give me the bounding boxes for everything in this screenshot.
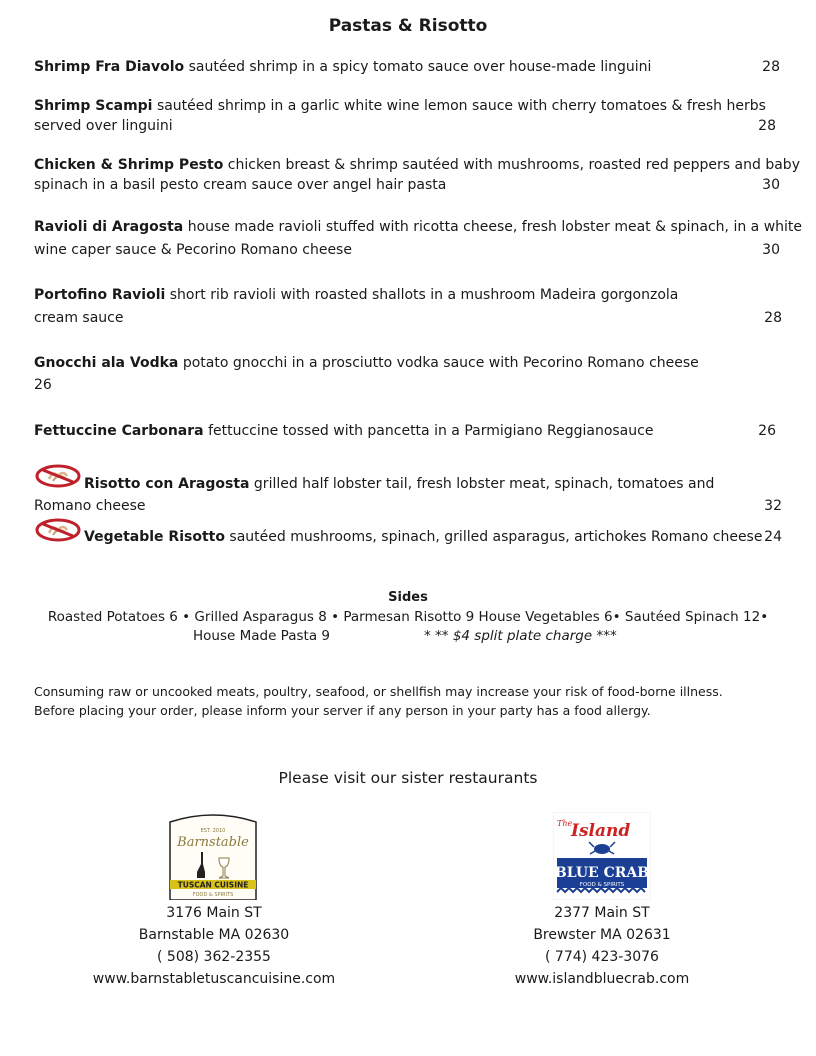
- logo-sub: FOOD & SPIRITS: [192, 892, 234, 898]
- item-name: Fettuccine Carbonara: [34, 423, 204, 439]
- item-name: Shrimp Scampi: [34, 98, 153, 114]
- item-name: Chicken & Shrimp Pesto: [34, 157, 224, 173]
- sides-list-continued: House Made Pasta 9: [193, 628, 330, 644]
- menu-item-fettuccine-carbonara: [34, 423, 653, 439]
- logo-band: TUSCAN CUISINE: [177, 880, 249, 890]
- item-price: 26: [758, 423, 776, 439]
- item-price: 32: [764, 498, 782, 514]
- website-link[interactable]: www.islandbluecrab.com: [514, 971, 690, 987]
- city: Barnstable MA 02630: [138, 927, 290, 943]
- phone: ( 508) 362-2355: [157, 949, 271, 965]
- menu-item-shrimp-scampi: [34, 98, 766, 114]
- item-price: 24: [764, 529, 782, 545]
- item-name: Shrimp Fra Diavolo: [34, 59, 185, 75]
- item-price: 30: [762, 242, 780, 258]
- item-price: 28: [758, 118, 776, 134]
- island-blue-crab-address: [452, 902, 752, 990]
- logo-script: Barnstable: [177, 835, 249, 850]
- item-price: 30: [762, 177, 780, 193]
- barnstable-tuscan-logo: [167, 814, 259, 900]
- menu-item-chicken-shrimp-pesto: [34, 157, 800, 173]
- menu-item-shrimp-fra-diavolo: [34, 59, 651, 75]
- allergy-disclaimer: Consuming raw or uncooked meats, poultry, seafood, or shellfish may increase your risk of food-borne illness.: [34, 684, 723, 699]
- item-name: Vegetable Risotto: [84, 529, 225, 545]
- item-description: short rib ravioli with roasted shallots in a mushroom Madeira gorgonzola: [169, 287, 679, 303]
- menu-item-gnocchi-ala-vodka: [34, 355, 699, 371]
- menu-item-ravioli-di-aragosta: [34, 219, 802, 235]
- item-price: 26: [34, 377, 52, 393]
- logo-the: The: [557, 819, 573, 828]
- island-blue-crab-logo: [553, 812, 651, 900]
- barnstable-address: [64, 902, 364, 990]
- city: Brewster MA 02631: [533, 927, 671, 943]
- logo-band: BLUE CRAB: [554, 865, 650, 881]
- item-description-continued: Romano cheese: [34, 498, 146, 514]
- page-title: Pastas & Risotto: [328, 16, 488, 36]
- menu-item-risotto-con-aragosta: [84, 476, 714, 492]
- sister-restaurants-heading: Please visit our sister restaurants: [278, 769, 538, 787]
- item-description-continued: spinach in a basil pesto cream sauce over angel hair pasta: [34, 177, 447, 193]
- sides-heading: Sides: [388, 590, 428, 605]
- item-name: Ravioli di Aragosta: [34, 219, 184, 235]
- item-description: chicken breast & shrimp sautéed with mushrooms, roasted red peppers and baby: [227, 157, 800, 173]
- item-description-continued: cream sauce: [34, 310, 124, 326]
- street: 3176 Main ST: [166, 905, 262, 921]
- logo-sub: FOOD & SPIRITS: [579, 882, 625, 888]
- item-name: Gnocchi ala Vodka: [34, 355, 179, 371]
- street: 2377 Main ST: [554, 905, 650, 921]
- item-description-continued: wine caper sauce & Pecorino Romano cheese: [34, 242, 352, 258]
- sides-list: Roasted Potatoes 6 • Grilled Asparagus 8 • Parmesan Risotto 9 House Vegetables 6• Sautéed Spinach 12•: [47, 609, 769, 625]
- item-description: grilled half lobster tail, fresh lobster meat, spinach, tomatoes and: [253, 476, 715, 492]
- item-description: sautéed shrimp in a spicy tomato sauce over house-made linguini: [188, 59, 652, 75]
- item-description: sautéed mushrooms, spinach, grilled asparagus, artichokes Romano cheese: [229, 529, 763, 545]
- item-description: fettuccine tossed with pancetta in a Parmigiano Reggianosauce: [208, 423, 654, 439]
- menu-item-portofino-ravioli: [34, 287, 678, 303]
- item-name: Portofino Ravioli: [34, 287, 166, 303]
- allergy-disclaimer-continued: Before placing your order, please inform your server if any person in your party has a food allergy.: [34, 703, 651, 718]
- logo-est: EST. 2010: [200, 828, 226, 834]
- item-price: 28: [762, 59, 780, 75]
- item-description: house made ravioli stuffed with ricotta cheese, fresh lobster meat & spinach, in a white: [187, 219, 803, 235]
- gluten-free-icon: [35, 464, 81, 488]
- item-description: sautéed shrimp in a garlic white wine lemon sauce with cherry tomatoes & fresh herbs: [156, 98, 766, 114]
- item-description-continued: served over linguini: [34, 118, 173, 134]
- item-name: Risotto con Aragosta: [84, 476, 250, 492]
- phone: ( 774) 423-3076: [545, 949, 659, 965]
- item-price: 28: [764, 310, 782, 326]
- logo-island: Island: [571, 821, 631, 841]
- menu-item-vegetable-risotto: [84, 529, 762, 545]
- gluten-free-icon: [35, 518, 81, 542]
- item-description: potato gnocchi in a prosciutto vodka sauce with Pecorino Romano cheese: [182, 355, 699, 371]
- split-plate-note: * ** $4 split plate charge ***: [424, 628, 617, 644]
- website-link[interactable]: www.barnstabletuscancuisine.com: [92, 971, 336, 987]
